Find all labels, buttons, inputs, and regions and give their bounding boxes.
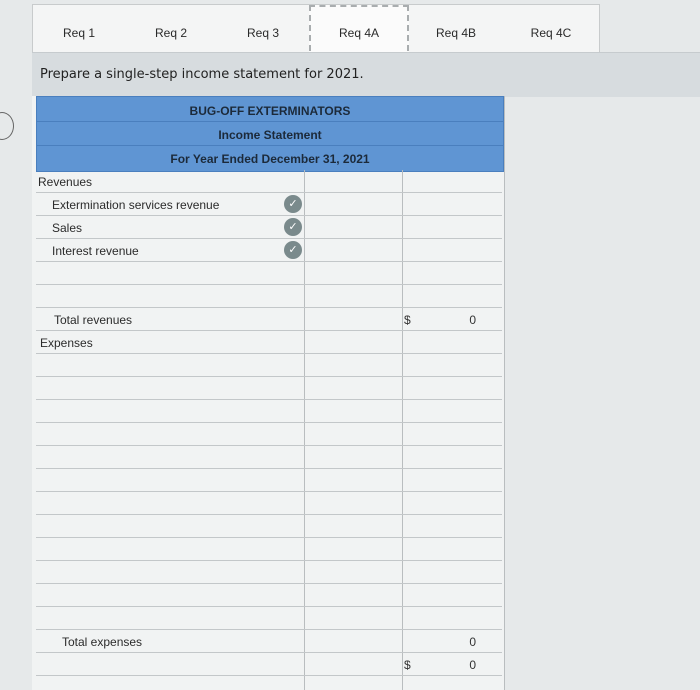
net-income-row — [36, 653, 502, 676]
total-revenues-value: 0 — [469, 313, 476, 327]
scroll-edge-shape — [0, 112, 14, 140]
expense-row-4[interactable] — [36, 423, 502, 446]
statement-title: Income Statement — [218, 128, 322, 142]
statement-grid — [36, 170, 502, 690]
tab-req-4a[interactable]: Req 4A — [309, 5, 409, 61]
expense-row-10[interactable] — [36, 561, 502, 584]
total-expenses-value: 0 — [469, 635, 476, 649]
statement-period: For Year Ended December 31, 2021 — [170, 152, 370, 166]
expense-row-12[interactable] — [36, 607, 502, 630]
revenues-row — [36, 170, 502, 193]
tab-req-2[interactable]: Req 2 — [154, 26, 188, 40]
revenue-row-5[interactable] — [36, 285, 502, 308]
expense-row-9[interactable] — [36, 538, 502, 561]
check-circle-icon: ✓ — [284, 195, 302, 213]
net-income-currency: $ — [404, 658, 411, 672]
expenses-row — [36, 331, 502, 354]
expense-row-6[interactable] — [36, 469, 502, 492]
expense-row-3[interactable] — [36, 400, 502, 423]
check-circle-icon: ✓ — [284, 241, 302, 259]
total-revenues-currency: $ — [404, 313, 411, 327]
revenue-row-4[interactable] — [36, 262, 502, 285]
statement-header — [36, 96, 504, 172]
revenue-item-label: Sales — [52, 221, 83, 235]
revenue-row-2[interactable] — [36, 216, 502, 239]
expense-row-11[interactable] — [36, 584, 502, 607]
tab-req-4b[interactable]: Req 4B — [435, 26, 477, 40]
net-income-value: 0 — [469, 658, 476, 672]
revenue-item-label: Interest revenue — [52, 244, 139, 258]
expenses-label: Expenses — [40, 336, 93, 350]
expense-row-2[interactable] — [36, 377, 502, 400]
expense-row-7[interactable] — [36, 492, 502, 515]
tab-req-1[interactable]: Req 1 — [62, 26, 96, 40]
total-revenues-row — [36, 308, 502, 331]
tab-req-3[interactable]: Req 3 — [246, 26, 280, 40]
tab-req-4c[interactable]: Req 4C — [530, 26, 572, 40]
income-statement-sheet — [32, 96, 505, 690]
company-name: BUG-OFF EXTERMINATORS — [189, 104, 351, 118]
revenue-row-1[interactable] — [36, 193, 502, 216]
total-expenses-label: Total expenses — [62, 635, 143, 649]
total-revenues-label: Total revenues — [54, 313, 133, 327]
expense-row-8[interactable] — [36, 515, 502, 538]
check-circle-icon: ✓ — [284, 218, 302, 236]
instruction-bar — [32, 52, 700, 97]
expense-row-1[interactable] — [36, 354, 502, 377]
revenue-row-3[interactable] — [36, 239, 502, 262]
total-expenses-row — [36, 630, 502, 653]
instruction-text: Prepare a single-step income statement for 2021. — [40, 67, 364, 82]
revenues-label: Revenues — [38, 175, 93, 189]
expense-row-5[interactable] — [36, 446, 502, 469]
revenue-item-label: Extermination services revenue — [52, 198, 220, 212]
